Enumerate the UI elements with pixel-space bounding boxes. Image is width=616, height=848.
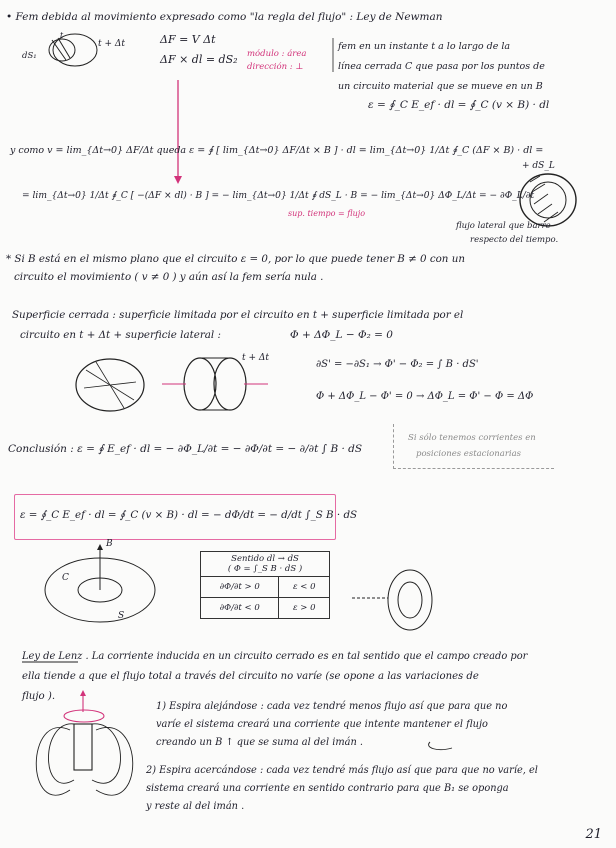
eq-flux-difference: Φ + ΔΦ_L − Φ' = 0 → ΔΦ_L = Φ' − Φ = ΔΦ bbox=[316, 391, 534, 402]
text-espira-alejandose-2: varíe el sistema creará una corriente que intente mantener el flujo bbox=[156, 719, 488, 730]
text-circuito-material: un circuito material que se mueve en un B bbox=[338, 81, 543, 92]
label-t: t bbox=[60, 31, 64, 40]
pink-modulo: módulo : área bbox=[247, 49, 307, 59]
label-dsl: + dS_L bbox=[522, 161, 555, 171]
table-cell: ∂Φ/∂t < 0 bbox=[201, 598, 279, 619]
label-s: S bbox=[118, 611, 125, 621]
sign-table bbox=[200, 551, 330, 619]
text-superficie-cerrada: Superficie cerrada : superficie limitada por el circuito en t + superficie limitada por el bbox=[12, 309, 464, 321]
text-fem-nula: circuito el movimiento ( v ≠ 0 ) y aún así la fem sería nula . bbox=[14, 271, 324, 283]
eq-conclusion: Conclusión : ε = ∮ E_ef · dl = − ∂Φ_L/∂t = − ∂Φ/∂t = − ∂/∂t ∫ B · dS bbox=[8, 443, 363, 455]
label-ds1: dS₁ bbox=[22, 51, 37, 61]
page-number: 21 bbox=[585, 827, 602, 842]
pencil-note-box bbox=[393, 424, 554, 469]
text-linea-cerrada: línea cerrada C que pasa por los puntos de bbox=[338, 61, 545, 72]
label-t-dt: t + Δt bbox=[98, 39, 125, 49]
text-fem-instante: fem en un instante t a lo largo de la bbox=[338, 41, 511, 52]
table-cell: ε > 0 bbox=[279, 598, 330, 619]
eq-delta-r-cross: ΔF × dl = dS₂ bbox=[160, 53, 238, 66]
text-ley-lenz-3: flujo ). bbox=[22, 691, 56, 702]
pink-sup-tiempo: sup. tiempo = flujo bbox=[288, 209, 366, 218]
label-t-dt-2: t + Δt bbox=[242, 353, 269, 363]
eq-fem-definition: ε = ∮_C E_ef · dl = ∮_C (v × B) · dl bbox=[368, 99, 550, 111]
flux-sketch-right bbox=[388, 570, 432, 630]
text-espira-alejandose-3: creando un B ↑ que se suma al del imán . bbox=[156, 737, 363, 748]
eq-velocity-limit: y como v = lim_{Δt→0} ΔF/Δt queda ε = ∮ [ lim_{Δt→0} ΔF/Δt × B ] · dl = lim_{Δt→0} 1/Δt ∮_C (ΔF × B) · dl = bbox=[10, 145, 544, 156]
eq-delta-r: ΔF = V Δt bbox=[160, 33, 216, 46]
magnet-sketch bbox=[74, 724, 92, 770]
text-si-b-plano: * Si B está en el mismo plano que el circuito ε = 0, por lo que puede tener B ≠ 0 con un bbox=[6, 253, 465, 265]
pencil-note-1: Si sólo tenemos corrientes en bbox=[408, 433, 536, 443]
note-flujo-lateral: flujo lateral que barre bbox=[456, 221, 551, 231]
text-superficie-lateral: circuito en t + Δt + superficie lateral : bbox=[20, 329, 221, 341]
eq-flux-lateral: = lim_{Δt→0} 1/Δt ∮_C [ −(ΔF × dl) · B ] = − lim_{Δt→0} 1/Δt ∮ dS_L · B = − lim_{Δt→0} ΔΦ_L/Δt = − ∂Φ_L/∂t bbox=[22, 191, 535, 201]
eq-summary: ε = ∮_C E_ef · dl = ∮_C (v × B) · dl = − dΦ/dt = − d/dt ∫_S B · dS bbox=[20, 509, 358, 521]
text-ley-lenz-2: ella tiende a que el flujo total a través del circuito no varíe (se opone a las variaciones de bbox=[22, 671, 479, 682]
pink-direccion: dirección : ⊥ bbox=[247, 62, 304, 72]
text-espira-acercandose-2: sistema creará una corriente en sentido contrario para que B₁ se oponga bbox=[146, 783, 509, 794]
table-cell: ∂Φ/∂t > 0 bbox=[201, 577, 279, 598]
eq-surface-prime: ∂S' = −∂S₁ → Φ' − Φ₂ = ∫ B · dS' bbox=[316, 359, 479, 370]
pencil-note-2: posiciones estacionarias bbox=[416, 449, 522, 459]
table-header bbox=[201, 552, 330, 577]
heading-fem-movimiento: • Fem debida al movimiento expresado como "la regla del flujo" : Ley de Newman bbox=[6, 11, 443, 23]
text-ley-lenz-1: Ley de Lenz . La corriente inducida en un circuito cerrado es en tal sentido que el campo creado por bbox=[22, 651, 528, 662]
cylinder-sketch bbox=[184, 358, 216, 410]
text-espira-acercandose-1: 2) Espira acercándose : cada vez tendré más flujo así que para que no varíe, el bbox=[146, 765, 538, 776]
table-cell: ε < 0 bbox=[279, 577, 330, 598]
eq-flux-balance: Φ + ΔΦ_L − Φ₂ = 0 bbox=[290, 329, 393, 341]
note-respecto-tiempo: respecto del tiempo. bbox=[470, 235, 559, 245]
label-b: B bbox=[106, 539, 113, 549]
text-espira-alejandose-1: 1) Espira alejándose : cada vez tendré menos flujo así que para que no bbox=[156, 701, 508, 712]
table-header-line-2: ( Φ = ∫_S B · dS ) bbox=[227, 564, 303, 574]
text-espira-acercandose-3: y reste al del imán . bbox=[146, 801, 245, 812]
table-header-line-1: Sentido dl → dS bbox=[231, 554, 299, 564]
label-c: C bbox=[62, 573, 69, 583]
